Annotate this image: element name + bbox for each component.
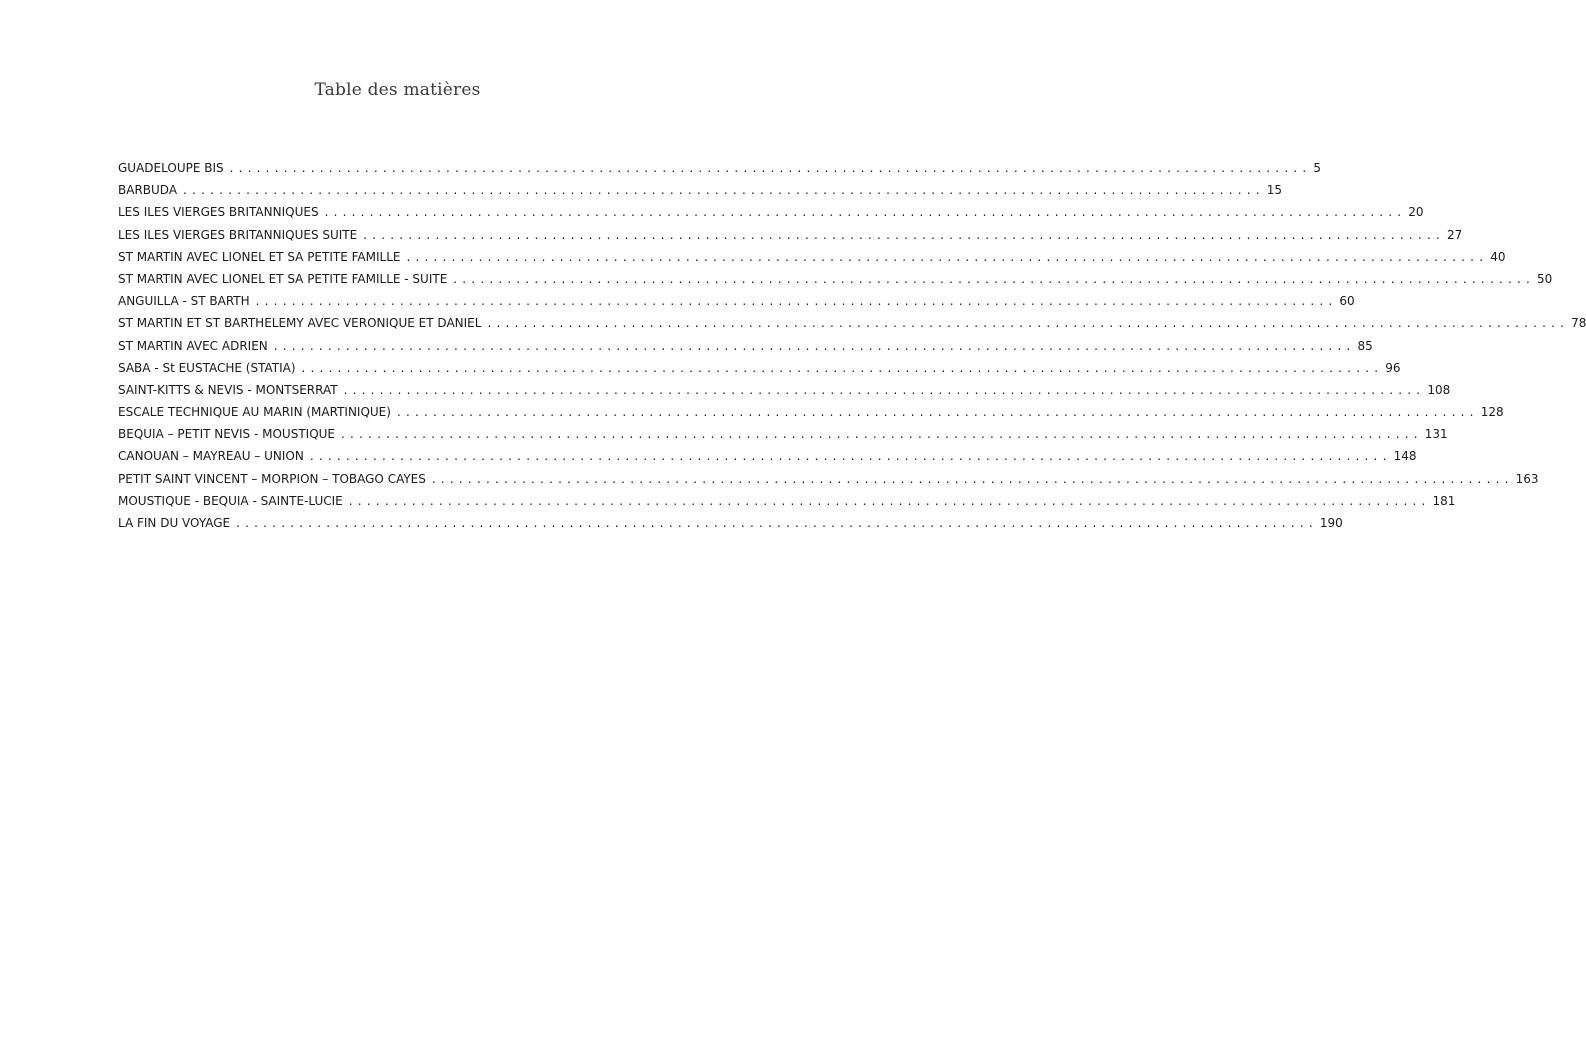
toc-leader-dots: ........................................................................................................................ <box>431 471 1514 486</box>
toc-entry-page: 15 <box>1266 183 1283 198</box>
toc-entry-page: 181 <box>1432 493 1456 508</box>
toc-entry-page: 96 <box>1385 360 1401 375</box>
toc-leader-dots: ........................................................................................................................ <box>183 183 1265 198</box>
toc-entry-page: 27 <box>1446 227 1463 242</box>
page-title: Table des matières <box>314 80 481 100</box>
toc-entry-label: ST MARTIN AVEC LIONEL ET SA PETITE FAMILLE <box>118 249 401 264</box>
toc-entry-page: 40 <box>1490 249 1506 264</box>
toc-entry-label: ST MARTIN AVEC ADRIEN <box>118 338 268 353</box>
toc-leader-dots: ........................................................................................................................ <box>273 338 1356 353</box>
toc-entry-page: 163 <box>1515 471 1539 486</box>
toc-entry-label: LES ILES VIERGES BRITANNIQUES <box>118 205 319 220</box>
toc-entry-label: ANGUILLA - ST BARTH <box>118 294 250 309</box>
toc-entry[interactable] <box>118 401 1504 423</box>
toc-entry[interactable] <box>118 379 1451 401</box>
toc-entry-page: 50 <box>1537 271 1553 286</box>
toc-entry[interactable] <box>118 179 1283 201</box>
toc-entry-page: 78 <box>1571 316 1586 331</box>
toc-entry-label: LA FIN DU VOYAGE <box>118 516 231 530</box>
toc-entry[interactable] <box>118 357 1401 379</box>
toc-leader-dots: ........................................................................................................................ <box>236 516 1318 530</box>
toc-entry-label: GUADELOUPE BIS <box>118 161 224 175</box>
toc-leader-dots: ........................................................................................................................ <box>301 360 1384 375</box>
toc-entry-page: 148 <box>1393 449 1417 464</box>
toc-entry[interactable] <box>118 268 1553 290</box>
toc-entry-page: 60 <box>1339 294 1355 309</box>
toc-leader-dots: ........................................................................................................................ <box>348 493 1431 508</box>
toc-entry[interactable] <box>118 445 1417 467</box>
toc-leader-dots: ........................................................................................................................ <box>343 382 1426 397</box>
toc-entry[interactable] <box>118 335 1373 357</box>
toc-entry[interactable] <box>118 224 1463 246</box>
toc-entry-label: ST MARTIN ET ST BARTHELEMY AVEC VERONIQUE ET DANIEL <box>118 316 482 331</box>
toc-entry[interactable] <box>118 290 1355 312</box>
toc-entry[interactable] <box>118 512 1343 534</box>
toc-leader-dots: ........................................................................................................................ <box>341 427 1423 442</box>
toc-entry-label: ST MARTIN AVEC LIONEL ET SA PETITE FAMILLE - SUITE <box>118 271 448 286</box>
toc-entry[interactable] <box>118 423 1448 445</box>
toc-entry-page: 5 <box>1313 161 1321 175</box>
toc-entry-label: PETIT SAINT VINCENT – MORPION – TOBAGO CAYES <box>118 471 426 486</box>
toc-leader-dots: ........................................................................................................................ <box>487 316 1570 331</box>
table-of-contents <box>118 157 1586 534</box>
toc-entry-page: 128 <box>1480 405 1504 420</box>
toc-entry-page: 20 <box>1408 205 1424 220</box>
toc-entry-label: CANOUAN – MAYREAU – UNION <box>118 449 304 464</box>
toc-entry-label: SABA - St EUSTACHE (STATIA) <box>118 360 296 375</box>
toc-entry-label: MOUSTIQUE - BEQUIA - SAINTE-LUCIE <box>118 493 343 508</box>
toc-entry[interactable] <box>118 246 1506 268</box>
toc-entry-label: BEQUIA – PETIT NEVIS - MOUSTIQUE <box>118 427 336 442</box>
toc-entry-page: 108 <box>1427 382 1451 397</box>
toc-leader-dots: ........................................................................................................................ <box>406 249 1489 264</box>
toc-leader-dots: ........................................................................................................................ <box>229 161 1312 175</box>
toc-entry-label: SAINT-KITTS & NEVIS - MONTSERRAT <box>118 382 338 397</box>
toc-leader-dots: ........................................................................................................................ <box>453 271 1536 286</box>
toc-entry-label: ESCALE TECHNIQUE AU MARIN (MARTINIQUE) <box>118 405 391 420</box>
toc-entry[interactable] <box>118 157 1321 179</box>
toc-entry-label: LES ILES VIERGES BRITANNIQUES SUITE <box>118 227 358 242</box>
toc-entry[interactable] <box>118 201 1424 223</box>
toc-entry[interactable] <box>118 312 1586 334</box>
toc-entry-page: 131 <box>1424 427 1448 442</box>
toc-leader-dots: ........................................................................................................................ <box>255 294 1338 309</box>
toc-entry-label: BARBUDA <box>118 183 178 198</box>
toc-entry[interactable] <box>118 490 1456 512</box>
toc-leader-dots: ........................................................................................................................ <box>309 449 1392 464</box>
toc-leader-dots: ........................................................................................................................ <box>363 227 1445 242</box>
toc-entry-page: 190 <box>1319 516 1343 530</box>
toc-leader-dots: ........................................................................................................................ <box>324 205 1407 220</box>
toc-entry-page: 85 <box>1357 338 1373 353</box>
toc-leader-dots: ........................................................................................................................ <box>396 405 1479 420</box>
toc-entry[interactable] <box>118 468 1539 490</box>
